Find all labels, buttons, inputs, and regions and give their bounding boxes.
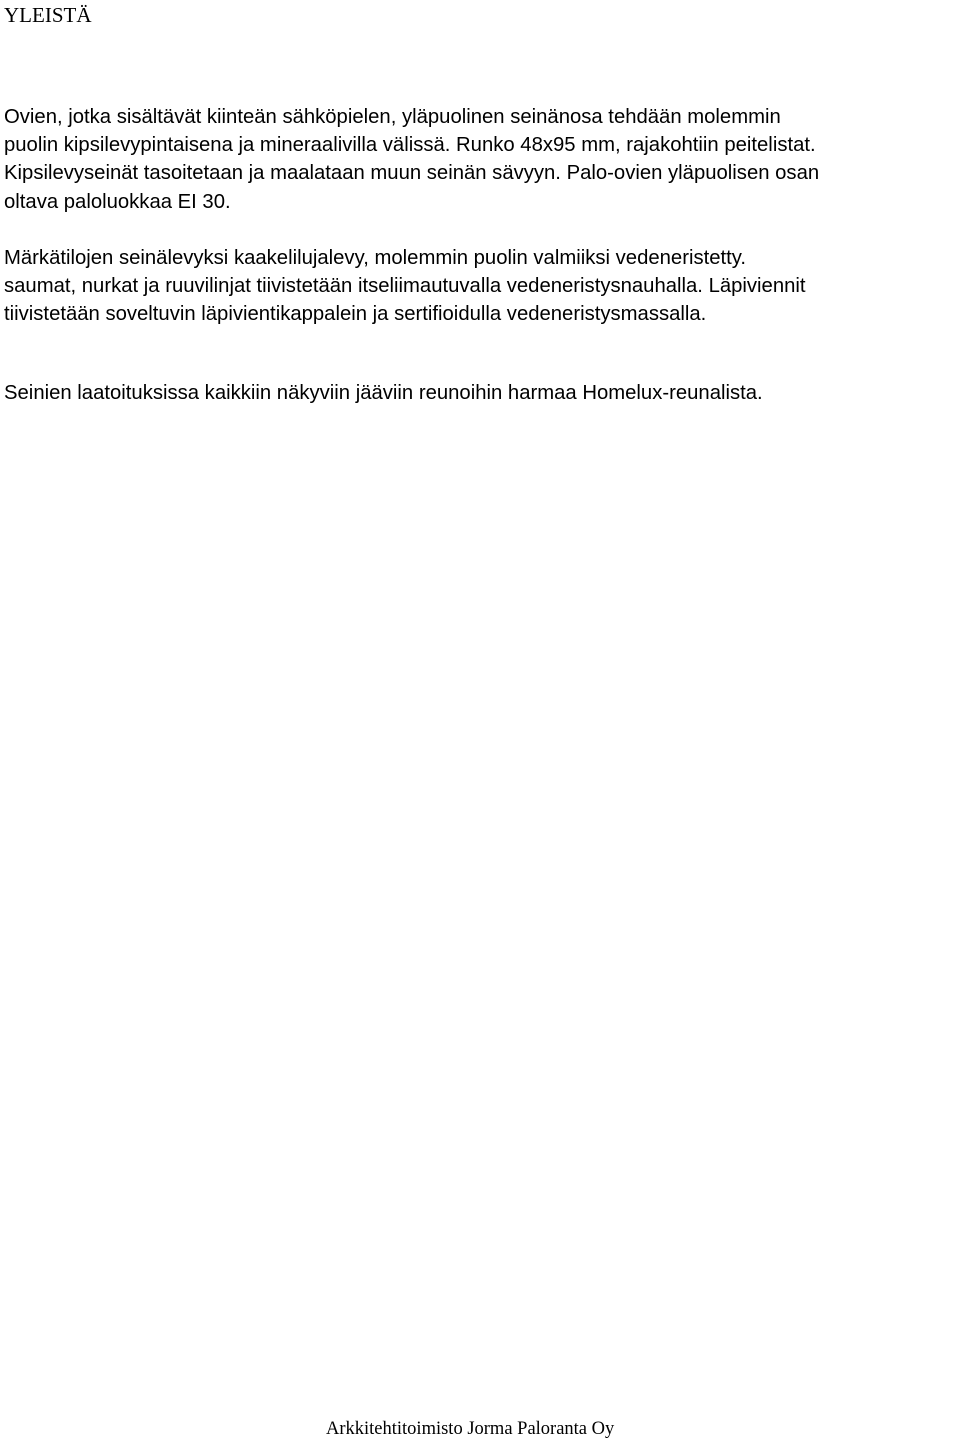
paragraph-line: Ovien, jotka sisältävät kiinteän sähköpielen, yläpuolinen seinänosa tehdään molemmin — [4, 106, 781, 128]
paragraph-line: Märkätilojen seinälevyksi kaakelilujalevy, molemmin puolin valmiiksi vedeneristetty. — [4, 247, 747, 269]
paragraph-line: oltava paloluokkaa EI 30. — [4, 190, 231, 213]
paragraph-line: tiivistetään soveltuvin läpivientikappalein ja sertifioidulla vedeneristysmassalla. — [4, 303, 707, 326]
page-footer: Arkkitehtitoimisto Jorma Paloranta Oy — [326, 1419, 615, 1439]
paragraph-line: puolin kipsilevypintaisena ja mineraalivilla välissä. Runko 48x95 mm, rajakohtiin peitelistat. — [4, 134, 816, 157]
section-heading: YLEISTÄ — [4, 3, 92, 27]
paragraph-line: Kipsilevyseinät tasoitetaan ja maalataan muun seinän sävyyn. Palo-ovien yläpuolisen osan — [4, 162, 820, 185]
paragraph-electric-door-wall — [4, 103, 959, 216]
paragraph-line: Seinien laatoituksissa kaikkiin näkyviin jääviin reunoihin harmaa Homelux-reunalista. — [4, 382, 763, 404]
paragraph-line: saumat, nurkat ja ruuvilinjat tiivistetään itseliimautuvalla vedeneristysnauhalla. Läpiviennit — [4, 275, 806, 298]
paragraph-tiling-edges — [4, 379, 959, 407]
paragraph-wet-room-boards — [4, 244, 959, 329]
